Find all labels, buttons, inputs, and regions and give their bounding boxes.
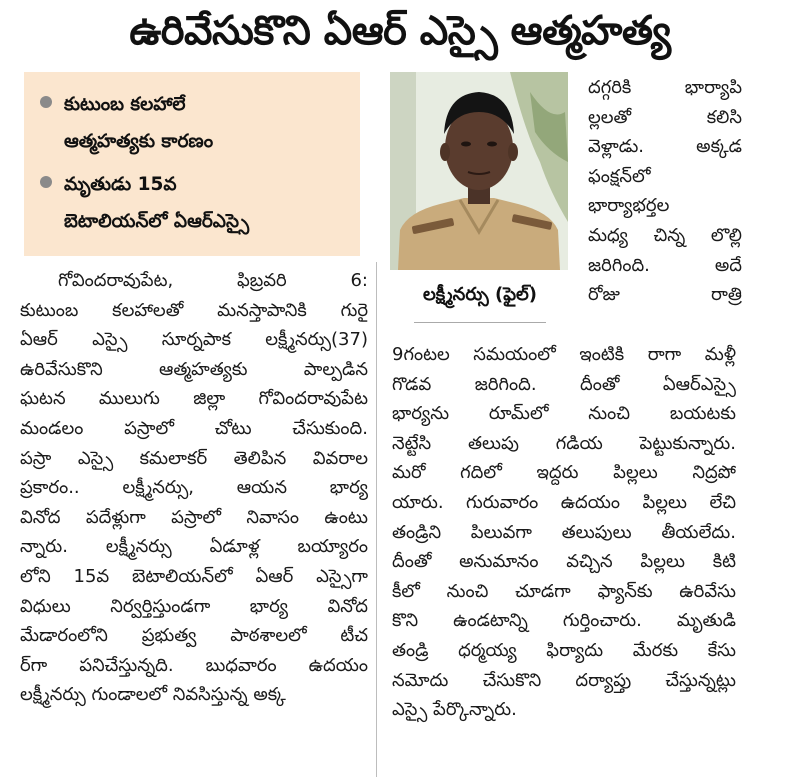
article-line: తండ్రి ధర్మయ్య ఫిర్యాదు మేరకు కేసు	[392, 639, 736, 661]
article-line: ప్రకారం.. లక్ష్మీనర్సు, ఆయన భార్య	[20, 477, 368, 499]
article-line: రోజు రాత్రి	[588, 284, 742, 306]
article-line: గోవిందరావుపేట, ఫిబ్రవరి 6:	[58, 270, 368, 291]
headline: ఉరివేసుకొని ఏఆర్ ఎస్సై ఆత్మహత్య	[129, 8, 671, 54]
article-line: పస్రా ఎస్సై కమలాకర్ తెలిపిన వివరాల	[20, 447, 368, 469]
article-line: వెళ్లాడు. అక్కడ	[588, 136, 742, 158]
article-line: తండ్రిని పిలువగా తలుపులు తీయలేదు.	[392, 521, 736, 543]
highlight-item	[38, 86, 350, 160]
highlights-box	[24, 72, 360, 256]
article-line: కీలో నుంచి చూడగా ఫ్యాన్‌కు ఉరివేసు	[392, 580, 736, 602]
highlight-line: కుటుంబ కలహాలే	[64, 94, 186, 115]
article-line: ఎస్సై పేర్కొన్నారు.	[392, 699, 517, 721]
article-line: విధులు నిర్వర్తిస్తుండగా భార్య వినోద	[20, 595, 368, 617]
article-column-left	[20, 266, 368, 710]
article-line: న్నారు. లక్ష్మీనర్సు ఏడూళ్ల బయ్యారం	[20, 536, 368, 558]
article-line: జరిగింది. అదే	[588, 254, 742, 276]
article-line: ల్లలతో కలిసి	[588, 106, 742, 128]
photo-caption: లక్ష్మీనర్సు (ఫైల్)	[422, 284, 538, 305]
article-line: వినోద పదేళ్లుగా పస్రాలో నివాసం ఉంటు	[20, 506, 368, 528]
article-line: మేడారంలోని ప్రభుత్వ పాఠశాలలో టీచ	[20, 625, 368, 647]
article-line: లోని 15వ బెటాలియన్‌లో ఏఆర్ ఎస్సైగా	[20, 565, 368, 587]
article-line: ర్‌గా పనిచేస్తున్నది. బుధవారం ఉదయం	[20, 654, 368, 676]
article-line: మరో గదిలో ఇద్దరు పిల్లలు నిద్రపో	[392, 462, 736, 484]
article-line: భార్యను రూమ్‌లో నుంచి బయటకు	[392, 403, 736, 425]
highlight-line: మృతుడు 15వ	[64, 174, 177, 195]
article-line: లక్ష్మీనర్సు గుండాలలో నివసిస్తున్న అక్క	[20, 684, 286, 706]
bullet-icon	[40, 96, 52, 108]
article-line: కొని ఉండటాన్ని గుర్తించారు. మృతుడి	[392, 610, 736, 632]
caption-rule	[414, 322, 546, 323]
article-line: దగ్గరికి భార్యాపి	[588, 77, 742, 98]
column-divider	[376, 262, 377, 777]
reporter-photo	[390, 72, 568, 270]
highlight-line: బెటాలియన్‌లో ఏఆర్‌ఎస్సై	[64, 211, 250, 232]
article-line: కుటుంబ కలహాలతో మనస్తాపానికి గురై	[20, 299, 368, 321]
highlight-line: ఆత్మహత్యకు కారణం	[64, 131, 214, 152]
article-line: ఫంక్షన్‌లో	[588, 165, 651, 187]
article-line: నమోదు చేసుకొని దర్యాప్తు చేస్తున్నట్లు	[392, 669, 736, 691]
article-line: భార్యాభర్తల	[588, 195, 670, 217]
article-line: మండలం పస్రాలో చోటు చేసుకుంది.	[20, 417, 368, 439]
article-line: ఉరివేసుకొని ఆత్మహత్యకు పాల్పడిన	[20, 358, 368, 380]
highlight-item	[38, 166, 350, 240]
article-line: దీంతో అనుమానం వచ్చిన పిల్లలు కిటి	[392, 551, 736, 573]
article-line: ఘటన ములుగు జిల్లా గోవిందరావుపేట	[20, 388, 368, 410]
article-line: నెట్టేసి తలుపు గడియ పెట్టుకున్నారు.	[392, 432, 736, 454]
article-line: మధ్య చిన్న లొల్లి	[588, 224, 742, 246]
article-line: గొడవ జరిగింది. దీంతో ఏఆర్ఎస్సై	[392, 373, 736, 395]
article-line: ఏఆర్ ఎస్సై సూర్నపాక లక్ష్మీనర్సు(37)	[20, 329, 368, 351]
article-column-right-top	[588, 73, 742, 310]
portrait-illustration	[390, 72, 568, 270]
article-column-right	[392, 340, 736, 725]
article-line: యారు. గురువారం ఉదయం పిల్లలు లేచి	[392, 491, 736, 513]
bullet-icon	[40, 176, 52, 188]
article-line: 9గంటల సమయంలో ఇంటికి రాగా మళ్లీ	[392, 344, 736, 365]
